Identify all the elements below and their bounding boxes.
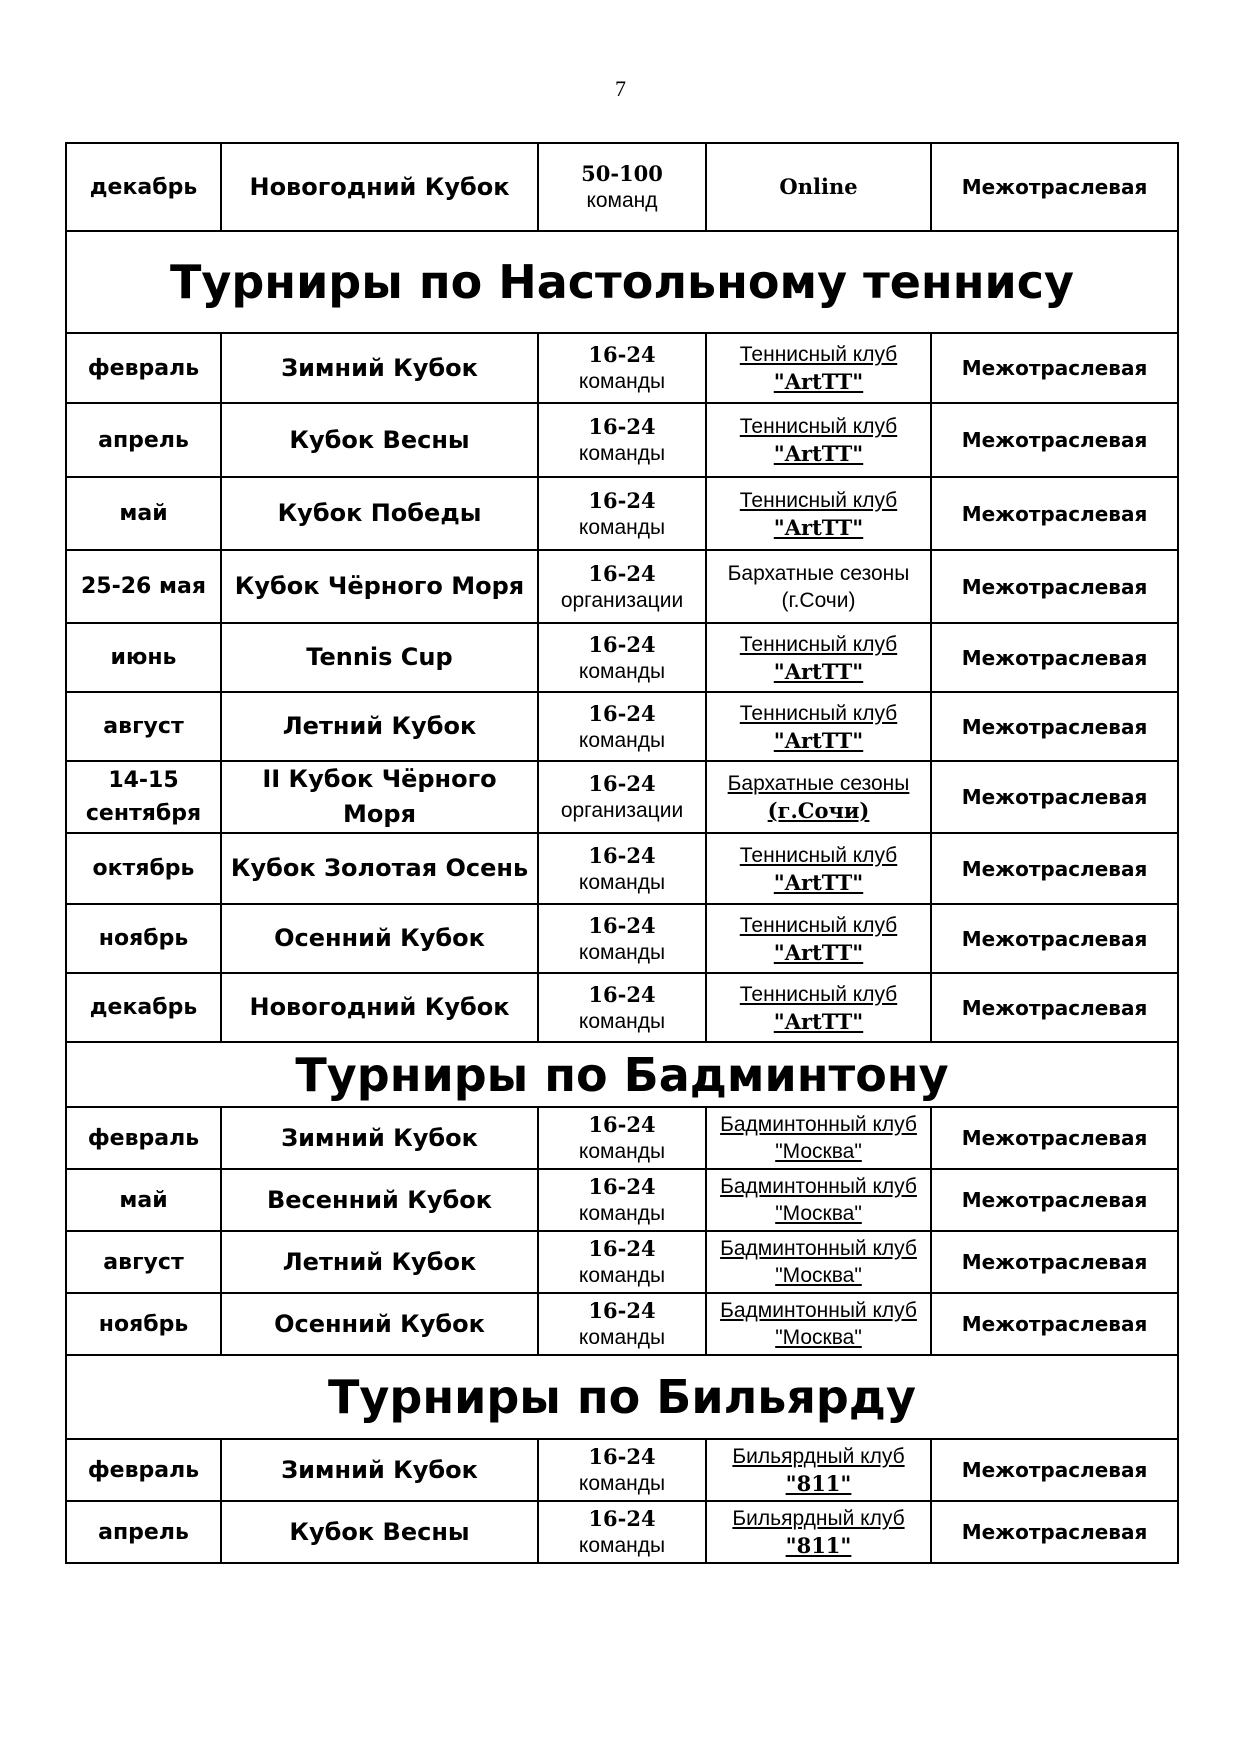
category-cell: Межотраслевая bbox=[931, 477, 1178, 550]
participants-cell bbox=[538, 477, 706, 550]
participants-unit: команды bbox=[578, 659, 666, 683]
table-row bbox=[66, 1501, 1178, 1563]
venue-cell bbox=[706, 1169, 931, 1231]
event-name-cell: II Кубок Чёрного Моря bbox=[221, 761, 538, 833]
category-cell: Межотраслевая bbox=[931, 1169, 1178, 1231]
month-cell: апрель bbox=[66, 1501, 221, 1563]
section-title: Турниры по Бильярду bbox=[66, 1355, 1178, 1439]
month-cell: апрель bbox=[66, 403, 221, 477]
venue-link[interactable]: Теннисный клуб bbox=[739, 488, 898, 512]
participants-range: 16-24 bbox=[588, 771, 656, 796]
participants-unit: команды bbox=[578, 1534, 666, 1557]
participants-unit: команды bbox=[578, 515, 666, 539]
venue-link[interactable]: Теннисный клуб bbox=[739, 982, 898, 1006]
month-cell: октябрь bbox=[66, 833, 221, 904]
participants-cell bbox=[538, 1439, 706, 1501]
month-cell: май bbox=[66, 477, 221, 550]
venue-cell bbox=[706, 1107, 931, 1169]
participants-cell bbox=[538, 1231, 706, 1293]
category-cell: Межотраслевая bbox=[931, 1231, 1178, 1293]
section-header-row bbox=[66, 1355, 1178, 1439]
participants-cell bbox=[538, 833, 706, 904]
participants-unit: команды bbox=[578, 1009, 666, 1033]
category-cell: Межотраслевая bbox=[931, 904, 1178, 973]
venue-link[interactable]: Бильярдный клуб bbox=[732, 1445, 905, 1468]
venue-link[interactable]: Теннисный клуб bbox=[739, 843, 898, 867]
venue-link[interactable]: Теннисный клуб bbox=[739, 913, 898, 937]
venue-cell bbox=[706, 550, 931, 623]
event-name-cell: Зимний Кубок bbox=[221, 1439, 538, 1501]
table-row bbox=[66, 477, 1178, 550]
section-header-row bbox=[66, 1042, 1178, 1107]
venue-cell bbox=[706, 904, 931, 973]
category-cell: Межотраслевая bbox=[931, 973, 1178, 1042]
participants-unit: организации bbox=[560, 588, 684, 612]
participants-cell bbox=[538, 550, 706, 623]
event-name-cell: Tennis Cup bbox=[221, 623, 538, 692]
participants-range: 16-24 bbox=[588, 981, 656, 1007]
venue-cell bbox=[706, 1501, 931, 1563]
category-cell: Межотраслевая bbox=[931, 623, 1178, 692]
category-cell: Межотраслевая bbox=[931, 1501, 1178, 1563]
section-title: Турниры по Бадминтону bbox=[66, 1042, 1178, 1107]
table-row bbox=[66, 1293, 1178, 1355]
table-row bbox=[66, 333, 1178, 403]
participants-cell bbox=[538, 1169, 706, 1231]
participants-cell bbox=[538, 333, 706, 403]
participants-cell bbox=[538, 1293, 706, 1355]
participants-unit: команды bbox=[578, 442, 666, 465]
participants-cell bbox=[538, 692, 706, 761]
venue-online: Online bbox=[779, 173, 858, 199]
month-cell: май bbox=[66, 1169, 221, 1231]
participants-range: 16-24 bbox=[588, 700, 656, 726]
table-row bbox=[66, 973, 1178, 1042]
venue-link[interactable]: Бадминтонный клуб bbox=[720, 1299, 917, 1322]
venue-subtitle[interactable]: "ArtTT" bbox=[773, 441, 864, 466]
event-name-cell: Летний Кубок bbox=[221, 1231, 538, 1293]
venue-link[interactable]: Теннисный клуб bbox=[739, 415, 898, 438]
event-name-cell: Новогодний Кубок bbox=[221, 973, 538, 1042]
participants-unit: команд bbox=[586, 189, 658, 212]
participants-unit: команды bbox=[578, 870, 666, 894]
month-cell: февраль bbox=[66, 1107, 221, 1169]
participants-range: 16-24 bbox=[588, 842, 656, 868]
participants-range: 16-24 bbox=[588, 1174, 656, 1199]
participants-range: 16-24 bbox=[588, 631, 656, 657]
participants-range: 16-24 bbox=[588, 1298, 656, 1323]
venue-link[interactable]: Бархатные сезоны bbox=[727, 772, 910, 795]
venue-cell bbox=[706, 1293, 931, 1355]
event-name-cell: Кубок Чёрного Моря bbox=[221, 550, 538, 623]
page-number: 7 bbox=[615, 76, 626, 101]
participants-cell bbox=[538, 1501, 706, 1563]
venue-link[interactable]: Бадминтонный клуб bbox=[720, 1237, 917, 1260]
venue-subtitle[interactable]: "Москва" bbox=[775, 1326, 862, 1349]
category-cell: Межотраслевая bbox=[931, 403, 1178, 477]
participants-unit: команды bbox=[578, 940, 666, 964]
event-name-cell: Кубок Победы bbox=[221, 477, 538, 550]
event-name-cell: Летний Кубок bbox=[221, 692, 538, 761]
venue-subtitle[interactable]: "ArtTT" bbox=[773, 869, 864, 895]
venue-subtitle[interactable]: "Москва" bbox=[775, 1202, 862, 1225]
category-cell: Межотраслевая bbox=[931, 1107, 1178, 1169]
venue-cell bbox=[706, 973, 931, 1042]
event-name-cell: Осенний Кубок bbox=[221, 1293, 538, 1355]
event-name-cell: Весенний Кубок bbox=[221, 1169, 538, 1231]
venue-subtitle[interactable]: (г.Сочи) bbox=[767, 798, 870, 823]
category-cell: Межотраслевая bbox=[931, 1439, 1178, 1501]
participants-unit: организации bbox=[560, 799, 684, 822]
section-title: Турниры по Настольному теннису bbox=[66, 231, 1178, 333]
month-cell: 14-15 сентября bbox=[66, 761, 221, 833]
venue-link[interactable]: Теннисный клуб bbox=[739, 343, 898, 366]
venue-cell bbox=[706, 623, 931, 692]
participants-range: 16-24 bbox=[588, 912, 656, 938]
event-name-cell: Новогодний Кубок bbox=[221, 143, 538, 231]
venue-cell bbox=[706, 1439, 931, 1501]
month-cell: август bbox=[66, 692, 221, 761]
event-name-cell: Кубок Весны bbox=[221, 1501, 538, 1563]
participants-cell bbox=[538, 973, 706, 1042]
category-cell: Межотраслевая bbox=[931, 761, 1178, 833]
venue-link[interactable]: Теннисный клуб bbox=[739, 701, 898, 725]
venue-cell bbox=[706, 143, 931, 231]
category-cell: Межотраслевая bbox=[931, 692, 1178, 761]
table-row bbox=[66, 1439, 1178, 1501]
participants-range: 16-24 bbox=[588, 1112, 656, 1137]
month-cell: декабрь bbox=[66, 973, 221, 1042]
month-cell: ноябрь bbox=[66, 904, 221, 973]
participants-range: 16-24 bbox=[588, 560, 656, 586]
participants-range: 16-24 bbox=[588, 1444, 656, 1469]
venue-cell bbox=[706, 1231, 931, 1293]
category-cell: Межотраслевая bbox=[931, 143, 1178, 231]
venue-cell bbox=[706, 403, 931, 477]
participants-cell bbox=[538, 761, 706, 833]
venue-cell bbox=[706, 761, 931, 833]
month-cell: июнь bbox=[66, 623, 221, 692]
venue-cell bbox=[706, 833, 931, 904]
participants-unit: команды bbox=[578, 370, 666, 393]
tournament-schedule-table bbox=[65, 142, 1179, 1564]
participants-cell bbox=[538, 623, 706, 692]
participants-range: 16-24 bbox=[588, 1236, 656, 1261]
participants-cell bbox=[538, 143, 706, 231]
participants-range: 16-24 bbox=[588, 487, 656, 513]
month-cell: февраль bbox=[66, 333, 221, 403]
table-row bbox=[66, 761, 1178, 833]
venue-subtitle[interactable]: "ArtTT" bbox=[773, 939, 864, 965]
table-row bbox=[66, 403, 1178, 477]
month-cell: август bbox=[66, 1231, 221, 1293]
category-cell: Межотраслевая bbox=[931, 1293, 1178, 1355]
participants-unit: команды bbox=[578, 1140, 666, 1163]
month-cell: ноябрь bbox=[66, 1293, 221, 1355]
event-name-cell: Кубок Золотая Осень bbox=[221, 833, 538, 904]
venue-subtitle[interactable]: "ArtTT" bbox=[773, 1008, 864, 1034]
table-row bbox=[66, 1107, 1178, 1169]
table-row bbox=[66, 833, 1178, 904]
venue-subtitle[interactable]: "Москва" bbox=[775, 1264, 862, 1287]
venue-subtitle: (г.Сочи) bbox=[781, 588, 856, 612]
venue-cell bbox=[706, 477, 931, 550]
event-name-cell: Кубок Весны bbox=[221, 403, 538, 477]
table-row bbox=[66, 904, 1178, 973]
month-cell: февраль bbox=[66, 1439, 221, 1501]
participants-range: 50-100 bbox=[581, 161, 663, 186]
participants-cell bbox=[538, 904, 706, 973]
venue-subtitle[interactable]: "ArtTT" bbox=[773, 658, 864, 684]
venue-subtitle[interactable]: "811" bbox=[785, 1533, 852, 1558]
category-cell: Межотраслевая bbox=[931, 550, 1178, 623]
event-name-cell: Зимний Кубок bbox=[221, 333, 538, 403]
participants-unit: команды bbox=[578, 1264, 666, 1287]
category-cell: Межотраслевая bbox=[931, 833, 1178, 904]
participants-unit: команды bbox=[578, 1472, 666, 1495]
participants-range: 16-24 bbox=[588, 414, 656, 439]
month-cell: 25-26 мая bbox=[66, 550, 221, 623]
participants-unit: команды bbox=[578, 1326, 666, 1349]
participants-cell bbox=[538, 403, 706, 477]
venue-subtitle[interactable]: "Москва" bbox=[775, 1140, 862, 1163]
table-row bbox=[66, 550, 1178, 623]
venue-cell bbox=[706, 333, 931, 403]
venue-link: Бархатные сезоны bbox=[727, 561, 910, 585]
section-header-row bbox=[66, 231, 1178, 333]
event-name-cell: Осенний Кубок bbox=[221, 904, 538, 973]
table-row bbox=[66, 143, 1178, 231]
venue-subtitle[interactable]: "ArtTT" bbox=[773, 727, 864, 753]
venue-link[interactable]: Бильярдный клуб bbox=[732, 1507, 905, 1530]
table-row bbox=[66, 1169, 1178, 1231]
month-cell: декабрь bbox=[66, 143, 221, 231]
participants-range: 16-24 bbox=[588, 342, 656, 367]
category-cell: Межотраслевая bbox=[931, 333, 1178, 403]
table-row bbox=[66, 692, 1178, 761]
venue-subtitle[interactable]: "ArtTT" bbox=[773, 369, 864, 394]
venue-link[interactable]: Бадминтонный клуб bbox=[720, 1113, 917, 1136]
venue-subtitle[interactable]: "811" bbox=[785, 1471, 852, 1496]
participants-unit: команды bbox=[578, 728, 666, 752]
venue-link[interactable]: Бадминтонный клуб bbox=[720, 1175, 917, 1198]
venue-cell bbox=[706, 692, 931, 761]
participants-cell bbox=[538, 1107, 706, 1169]
venue-link[interactable]: Теннисный клуб bbox=[739, 632, 898, 656]
participants-unit: команды bbox=[578, 1202, 666, 1225]
table-row bbox=[66, 1231, 1178, 1293]
table-row bbox=[66, 623, 1178, 692]
event-name-cell: Зимний Кубок bbox=[221, 1107, 538, 1169]
participants-range: 16-24 bbox=[588, 1506, 656, 1531]
venue-subtitle[interactable]: "ArtTT" bbox=[773, 514, 864, 540]
